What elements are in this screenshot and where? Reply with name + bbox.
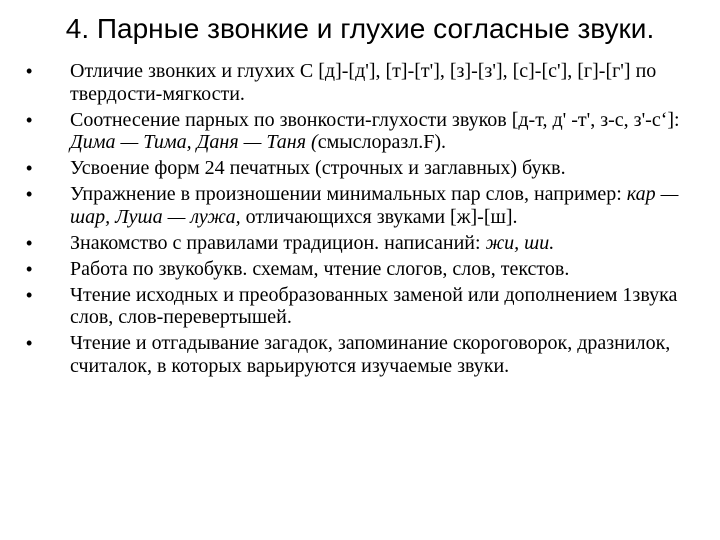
bullet-text: Чтение исходных и преобразованных заменой или дополнением 1звука слов, слов-перевертышей.: [70, 283, 678, 328]
bullet-item: [26, 183, 696, 228]
bullet-item: [26, 109, 696, 154]
bullet-text: Усвоение форм 24 печатных (строчных и заглавных) букв.: [70, 157, 566, 179]
bullet-text: Чтение и отгадывание загадок, запоминание скороговорок, дразнилок, считалок, в которых варьируются изучаемые звуки.: [70, 332, 671, 377]
bullet-dot-icon: •: [26, 284, 33, 305]
bullet-text-italic: Дима — Тима, Даня — Таня (: [70, 131, 318, 153]
bullet-item: [26, 332, 696, 377]
bullet-text: Соотнесение парных по звонкости-глухости звуков [д-т, д' -т', з-с, з'-с‘]:: [70, 108, 680, 131]
bullet-item: [26, 157, 696, 180]
bullet-item: [26, 258, 696, 281]
bullet-dot-icon: •: [26, 109, 33, 130]
bullet-text-italic: кар — шар, Луша — лужа,: [70, 183, 679, 228]
bullet-item: [26, 284, 696, 329]
bullet-dot-icon: •: [26, 61, 33, 81]
bullet-dot-icon: •: [26, 158, 33, 178]
bullet-dot-icon: •: [26, 184, 33, 204]
bullet-text: Упражнение в произношении минимальных пар слов, например:: [70, 183, 627, 205]
bullet-list: [26, 60, 696, 381]
bullet-dot-icon: •: [26, 232, 33, 253]
bullet-text: Работа по звукобукв. схемам, чтение слогов, слов, текстов.: [70, 257, 570, 280]
bullet-text: отличающихся звуками [ж]-[ш].: [240, 205, 518, 228]
bullet-item: [26, 232, 696, 255]
bullet-dot-icon: •: [26, 258, 33, 279]
bullet-text: смыслоразл.F).: [317, 131, 447, 153]
bullet-text: Отличие звонких и глухих С [д]-[д'], [т]-[т'], [з]-[з'], [с]-[с'], [г]-[г'] по твердости-мягкости.: [70, 60, 657, 105]
bullet-text-italic: жи, ши.: [485, 231, 555, 254]
slide-title: 4. Парные звонкие и глухие согласные звуки.: [65, 13, 655, 44]
bullet-text: Знакомство с правилами традицион. написаний:: [70, 231, 486, 254]
bullet-dot-icon: •: [26, 333, 33, 353]
bullet-item: [26, 60, 696, 105]
